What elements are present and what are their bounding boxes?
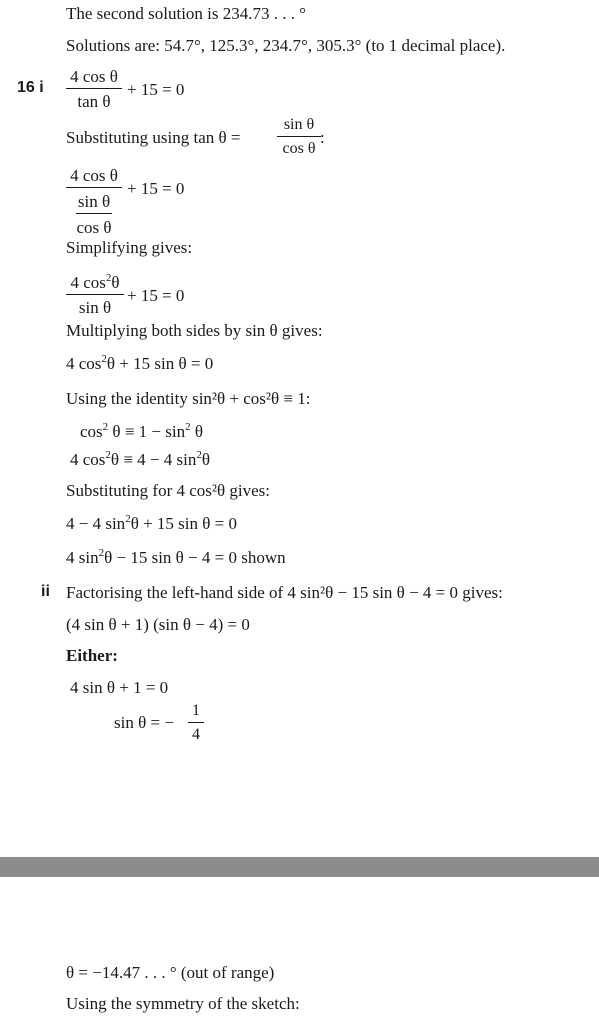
equation-substituted: 4 − 4 $\sin^2\theta + 15$ sin θ = 0 <box>66 513 237 533</box>
factorising-text: Factorising the left-hand side of 4 sin²θ − 15 sin θ − 4 = 0 gives: <box>66 583 503 602</box>
fraction-numerator: 1 <box>192 702 200 719</box>
inner-denominator: cos θ <box>76 218 112 237</box>
fraction-denominator <box>66 188 122 236</box>
simplifying-text: Simplifying gives: <box>66 238 193 257</box>
equation-tail: + 15 = 0 <box>127 179 185 198</box>
sin-equals: sin θ = − <box>114 713 174 732</box>
fraction-4cos2-over-sin <box>66 274 124 316</box>
fraction-numerator: sin θ <box>283 116 315 133</box>
equation-tail: + 15 = 0 <box>127 286 185 305</box>
question-16ii-label: ii <box>41 583 50 600</box>
compound-fraction <box>66 167 122 236</box>
fraction-denominator: cos θ <box>282 140 316 157</box>
identity-cos2: $\cos^2 \theta \equiv 1 - \sin^2 \theta$ <box>80 421 203 441</box>
fraction-numerator: 4 $\cos^2\theta$ <box>70 272 120 292</box>
solutions-line: Solutions are: 54.7°, 125.3°, 234.7°, 305.3° (to 1 decimal place). <box>66 36 506 55</box>
inner-fraction <box>76 193 111 236</box>
question-16i-label: 16 i <box>17 79 44 96</box>
colon: : <box>320 128 325 147</box>
fraction-one-quarter <box>188 703 204 743</box>
equation-4cos2-15sin: 4 $\cos^2\theta + 15$ sin θ = 0 <box>66 353 214 373</box>
symmetry-text: Using the symmetry of the sketch: <box>66 994 300 1013</box>
fraction-denominator: tan θ <box>77 92 111 111</box>
second-solution-line: The second solution is 234.73 . . . ° <box>66 4 307 23</box>
factored-equation: (4 sin θ + 1) (sin θ − 4) = 0 <box>66 615 250 634</box>
equation-tail: + 15 = 0 <box>127 80 185 99</box>
equation-shown: 4 $\sin^2\theta - 15$ sin θ − 4 = 0 shown <box>66 547 286 567</box>
multiplying-text: Multiplying both sides by sin θ gives: <box>66 321 323 340</box>
substituting-tan-text: Substituting using tan θ = <box>66 128 241 147</box>
either-label: Either: <box>66 646 118 665</box>
fraction-denominator: sin θ <box>78 298 112 317</box>
linear-equation: 4 sin θ + 1 = 0 <box>70 678 169 697</box>
fraction-4cos-over-tan <box>66 68 122 110</box>
substituting-for-text: Substituting for 4 cos²θ gives: <box>66 481 271 500</box>
theta-out-of-range: θ = −14.47 . . . ° (out of range) <box>66 963 275 982</box>
identity-text: Using the identity sin²θ + cos²θ ≡ 1: <box>66 389 311 408</box>
fraction-numerator: 4 cos θ <box>70 67 118 86</box>
fraction-numerator: 4 cos θ <box>70 166 118 185</box>
fraction-denominator: 4 <box>192 726 200 743</box>
page-divider <box>0 857 599 877</box>
fraction-sin-over-cos <box>277 117 321 157</box>
identity-4cos2: 4 $\cos^2\theta \equiv 4 - 4$ $\sin^2\theta$ <box>70 449 210 469</box>
inner-numerator: sin θ <box>77 192 111 211</box>
